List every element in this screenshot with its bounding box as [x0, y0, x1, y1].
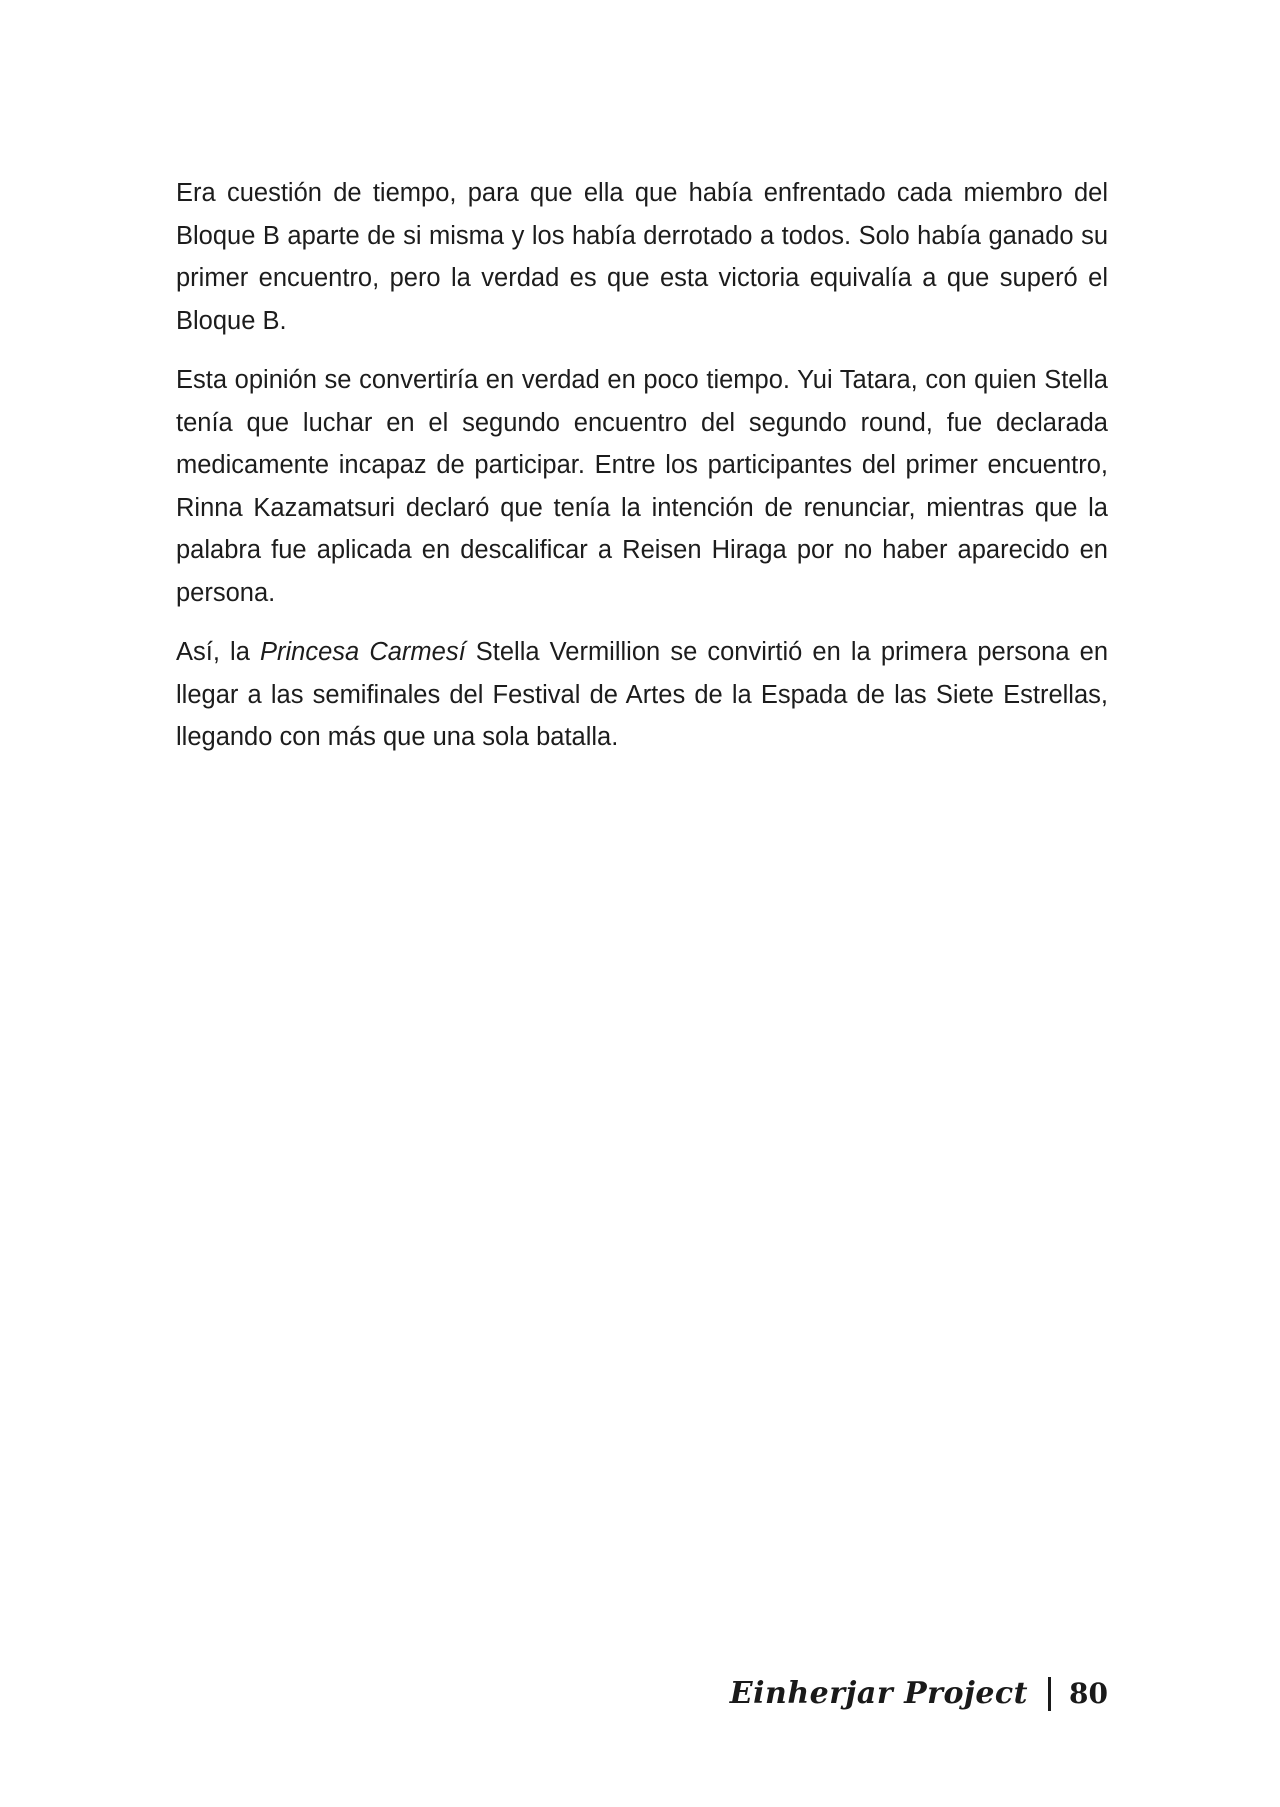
paragraph-2: Esta opinión se convertiría en verdad en poco tiempo. Yui Tatara, con quien Stella tenía que luchar en el segundo encuentro del segundo round, fue declarada medicamente incapaz de participar. Entre los participantes del primer encuentro, Rinna Kazamatsuri declaró que tenía la intención de renunciar, mientras que la palabra fue aplicada en descalificar a Reisen Hiraga por no haber aparecido en persona.	[176, 366, 1108, 607]
footer-divider	[1048, 1677, 1051, 1711]
paragraph-3-rest: Stella Vermillion se convirtió en la primera persona en llegar a las semifinales del Festival de Artes de la Espada de las Siete Estrellas, llegando con más que una sola batalla.	[176, 638, 1108, 751]
paragraph-3-lead: Así, la	[176, 638, 260, 666]
page-footer	[730, 1676, 1108, 1711]
footer-brand: Einherjar Project	[729, 1676, 1029, 1711]
paragraph-3-italic-title: Princesa Carmesí	[260, 638, 466, 666]
paragraph-3	[176, 631, 1108, 759]
body-text	[176, 172, 1108, 776]
paragraph-1: Era cuestión de tiempo, para que ella que había enfrentado cada miembro del Bloque B aparte de si misma y los había derrotado a todos. Solo había ganado su primer encuentro, pero la verdad es que esta victoria equivalía a que superó el Bloque B.	[176, 179, 1108, 335]
page-number: 80	[1069, 1677, 1108, 1710]
